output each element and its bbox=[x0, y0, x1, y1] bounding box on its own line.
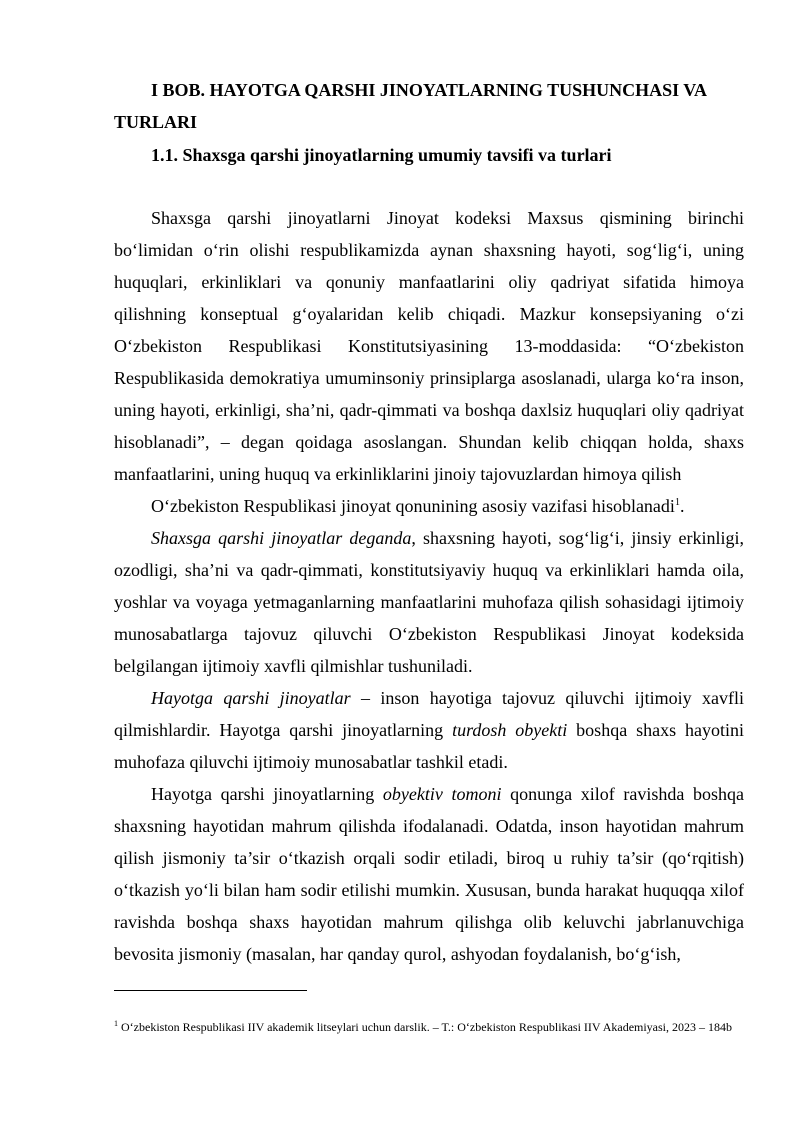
paragraph-4-end: boshqa shaxs hayotini muhofaza qiluvchi ijtimoiy munosabatlar tashkil etadi. bbox=[114, 720, 744, 772]
paragraph-5-text: qonunga xilof ravishda boshqa shaxsning hayotidan mahrum qilishda ifodalanadi. Odatda, inson hayotidan mahrum qilish jismoniy ta’sir o‘tkazish orqali sodir etiladi, biroq u ruhiy ta’sir (qo‘rqitish) o‘tkazish yo‘li bilan ham sodir etilishi mumkin. Xususan, bunda harakat huquqqa xilof ravishda boshqa shaxs hayotidan mahrum qilishga olib keluvchi jabrlanuvchiga bevosita jismoniy (masalan, har qanday qurol, ashyodan foydalanish, bo‘g‘ish, bbox=[114, 784, 744, 964]
paragraph-4 bbox=[114, 682, 744, 778]
footnote-mark: 1 bbox=[114, 1019, 118, 1028]
chapter-title: I BOB. HAYOTGA QARSHI JINOYATLARNING TUSHUNCHASI VA TURLARI bbox=[114, 80, 706, 132]
paragraph-5-start: Hayotga qarshi jinoyatlarning bbox=[151, 784, 383, 804]
paragraph-2-end: . bbox=[679, 496, 685, 516]
body-text bbox=[114, 202, 744, 970]
footnote-text: O‘zbekiston Respublikasi IIV akademik litseylari uchun darslik. – T.: O‘zbekiston Respublikasi IIV Akademiyasi, 2023 – 184b bbox=[118, 1020, 733, 1034]
term-hayotga-qarshi: Hayotga qarshi jinoyatlar bbox=[151, 688, 351, 708]
term-turdosh-obyekti: turdosh obyekti bbox=[452, 720, 568, 740]
footnote bbox=[114, 1019, 744, 1035]
footnote-reference[interactable]: 1 bbox=[674, 497, 680, 508]
term-shaxsga-qarshi: Shaxsga qarshi jinoyatlar deganda bbox=[151, 528, 412, 548]
paragraph-1: Shaxsga qarshi jinoyatlarni Jinoyat kodeksi Maxsus qismining birinchi bo‘limidan o‘rin olishi respublikamizda aynan shaxsning hayoti, sog‘lig‘i, uning huquqlari, erkinliklari va qonuniy manfaatlarini oliy qadriyat sifatida himoya qilishning konseptual g‘oyalaridan kelib chiqadi. Mazkur konsepsiyaning o‘zi O‘zbekiston Respublikasi Konstitutsiyasining 13-moddasida: “O‘zbekiston Respublikasida demokratiya umuminsoniy prinsiplarga asoslanadi, ularga ko‘ra inson, uning hayoti, erkinligi, sha’ni, qadr-qimmati va boshqa daxlsiz huquqlari oliy qadriyat hisoblanadi”, – degan qoidaga asoslangan. Shundan kelib chiqqan holda, shaxs manfaatlarini, uning huquq va erkinliklarini jinoiy tajovuzlardan himoya qilish bbox=[114, 208, 744, 484]
term-obyektiv-tomoni: obyektiv tomoni bbox=[382, 784, 502, 804]
paragraph-4-text: – inson hayotiga tajovuz qiluvchi ijtimoiy xavfli qilmishlardir. Hayotga qarshi jinoyatlarning bbox=[114, 688, 745, 740]
section-title: 1.1. Shaxsga qarshi jinoyatlarning umumiy tavsifi va turlari bbox=[151, 145, 612, 165]
paragraph-2 bbox=[114, 490, 744, 522]
footnote-divider bbox=[114, 990, 307, 991]
paragraph-3 bbox=[114, 522, 744, 682]
paragraph-2-text: O‘zbekiston Respublikasi jinoyat qonunining asosiy vazifasi hisoblanadi bbox=[151, 496, 675, 516]
paragraph-3-text: , shaxsning hayoti, sog‘lig‘i, jinsiy erkinligi, ozodligi, sha’ni va qadr-qimmati, konstitutsiyaviy huquq va erkinliklari hamda oila, yoshlar va voyaga yetmaganlarning manfaatlarini muhofaza qilish sohasidagi ijtimoiy munosabatlarga tajovuz qiluvchi O‘zbekiston Respublikasi Jinoyat kodeksida belgilangan ijtimoiy xavfli qilmishlar tushuniladi. bbox=[114, 528, 744, 676]
paragraph-5 bbox=[114, 778, 744, 970]
